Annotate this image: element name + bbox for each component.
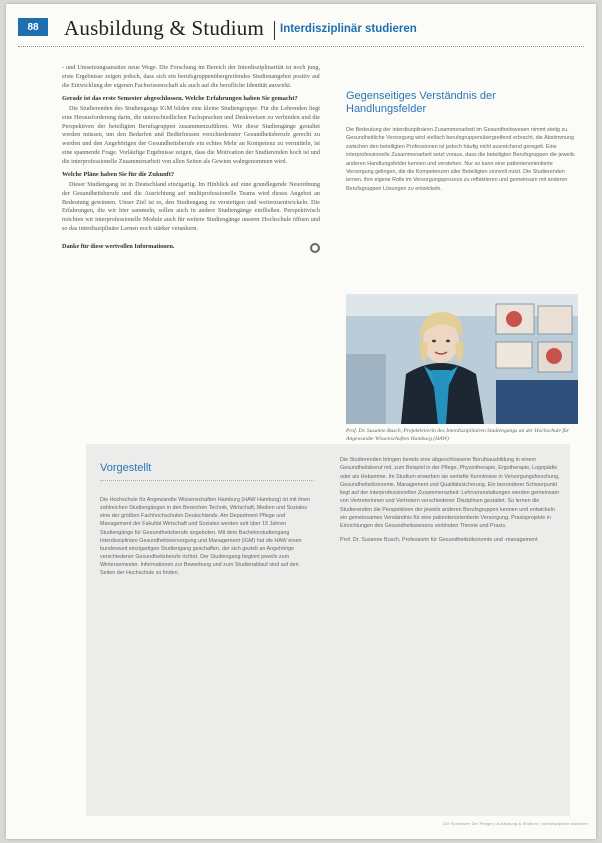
box-signature: Prof. Dr. Susanne Busch, Professorin für Gesundheitsökonomie und -management <box>340 537 538 544</box>
section-title: Ausbildung & Studium <box>64 16 265 40</box>
page-number: 88 <box>18 18 48 36</box>
closing-text: Danke für diese wertvollen Informationen. <box>62 243 175 251</box>
interview-column <box>62 64 320 253</box>
photo-caption: Prof. Dr. Susanne Busch, Projektleiterin des Interdisziplinären Studiengangs an der Hochschule für Angewandte Wissenschaften Hamburg (HAW) <box>346 428 569 442</box>
page-footer: Die Schwester Der Pfleger | Ausbildung & Studium | Interdisziplinär studieren <box>443 822 588 826</box>
closing-line <box>62 243 320 253</box>
box-right-column <box>340 456 562 545</box>
interview-question: Gerade ist das erste Semester abgeschlossen. Welche Erfahrungen haben Sie gemacht? <box>62 95 298 103</box>
header-divider <box>274 21 275 40</box>
info-box <box>86 444 570 816</box>
interview-answer: Die Studierenden des Studiengangs IGM bilden eine kleine Studiengruppe. Für die Lehrenden liegt eine Herausforderung darin, die unterschiedlichen Fachsprachen und Denkweisen zu verbinden und die Perspektiven der beteiligten Berufsgruppen zusammenzuführen. Wie diese Studiengänge gestaltet werden müssen, um den Bedarfen und Bedürfnissen verschiedenster Gesundheitsberufe gerecht zu werden und den Angehörigen der Gesundheitsberufe ein echtes Mehr an Kompetenz zu vermitteln, ist eine spannende Frage. Vorläufige Ergebnisse zeigen, dass die Motivation der Studierenden hoch ist und die interprofessionelle Zusammenarbeit von allen Seiten als Gewinn wahrgenommen wird. <box>62 105 320 165</box>
box-rule <box>100 480 314 481</box>
box-text: Die Hochschule für Angewandte Wissenschaften Hamburg (HAW Hamburg) ist mit ihren zahlreichen Studiengängen in den Bereichen Technik, Wirtschaft, Medien und Soziales eine der größten Fachhochschulen Deutschlands. Am Department Pflege und Management der Fakultät Wirtschaft und Soziales werden seit über 15 Jahren Studiengänge für Gesundheitsberufe angeboten. Mit dem Bachelorstudiengang Interdisziplinäre Gesundheitsversorgung und Management (IGM) hat die HAW einen bundesweit einzigartigen Studiengang geschaffen, der sich gezielt an Angehörige verschiedener Gesundheitsberufe richtet. Der Studiengang beginnt jeweils zum Wintersemester. Informationen zur Bewerbung und zum Studienablauf sind auf den Seiten der Hochschule zu finden. <box>100 497 311 577</box>
box-text: Die Studierenden bringen bereits eine abgeschlossene Berufsausbildung in einem Gesundheitsberuf mit, zum Beispiel in der Pflege, Physiotherapie, Ergotherapie, Logopädie oder als Hebamme. Im Studium erwerben sie vertiefte Kenntnisse in Versorgungsforschung, Gesundheitsökonomie, Management und Qualitätssicherung. Ein besonderer Schwerpunkt liegt auf der interprofessionellen Zusammenarbeit: Lehrveranstaltungen werden gemeinsam von Vertreterinnen und Vertretern verschiedener Disziplinen gestaltet. So lernen die Studierenden die Perspektiven der jeweils anderen Berufsgruppen kennen und entwickeln ein gemeinsames Verständnis für eine patientenorientierte Versorgung. Praxisprojekte in Einrichtungen des Gesundheitswesens verbinden Theorie und Praxis. <box>340 457 560 529</box>
interview-answer: Dieser Studiengang ist in Deutschland einzigartig. Im Hinblick auf eine grundlegende Neuordnung der Gesundheitsberufe und die Ausrichtung auf multiprofessionelle Teams wird dieses Angebot an Bedeutung gewinnen. Unser Ziel ist es, den Studiengang zu verstetigen und weiterzuentwickeln. Die Erfahrungen, die wir hier sammeln, sollen auch in andere Studiengänge einfließen. Perspektivisch möchten wir interprofessionelle Module auch für weitere Studiengänge unserer Hochschule öffnen und so das interdisziplinäre Lernen noch stärker verankern. <box>62 181 320 232</box>
end-mark-icon <box>310 243 320 253</box>
article-heading: Gegenseitiges Verständnis der Handlungsfelder <box>346 90 496 115</box>
section-subtitle: Interdisziplinär studieren <box>280 23 417 35</box>
magazine-page <box>6 4 596 839</box>
box-heading: Vorgestellt <box>100 462 152 474</box>
article-body: Die Bedeutung der interdisziplinären Zusammenarbeit im Gesundheitswesen nimmt stetig zu. Gesundheitliche Versorgung wird vielfach berufsgruppenübergreifend erbracht, die Abstimmung zwischen den beteiligten Professionen ist jedoch häufig nicht ausreichend geregelt. Eine interprofessionelle Zusammenarbeit setzt voraus, dass die beteiligten Berufsgruppen die jeweils anderen Handlungsfelder kennen und verstehen. Nur so kann eine patientenorientierte Versorgung gelingen, die die Kompetenzen aller Beteiligten sinnvoll nutzt. Die Studierenden lernen, ihre eigene Rolle im Versorgungsprozess zu reflektieren und gemeinsam mit anderen Berufsgruppen Lösungen zu entwickeln. <box>346 127 575 192</box>
interview-question: Welche Pläne haben Sie für die Zukunft? <box>62 171 175 179</box>
sidebar-article <box>346 90 578 193</box>
header-rule <box>18 46 584 47</box>
portrait-photo <box>346 294 578 424</box>
portrait-illustration <box>346 294 578 424</box>
interview-intro: - und Umsetzungsansätze neue Wege. Die Forschung im Bereich der Interdisziplinarität ist noch jung, erste Ergebnisse zeigen jedoch, dass sich ein berufsgruppenübergreifendes Studienangebot positiv auf die Entwicklung der eigenen Fachwissenschaft als auch auf die berufliche Identität auswirkt. <box>62 64 320 89</box>
box-left-column <box>100 496 314 578</box>
